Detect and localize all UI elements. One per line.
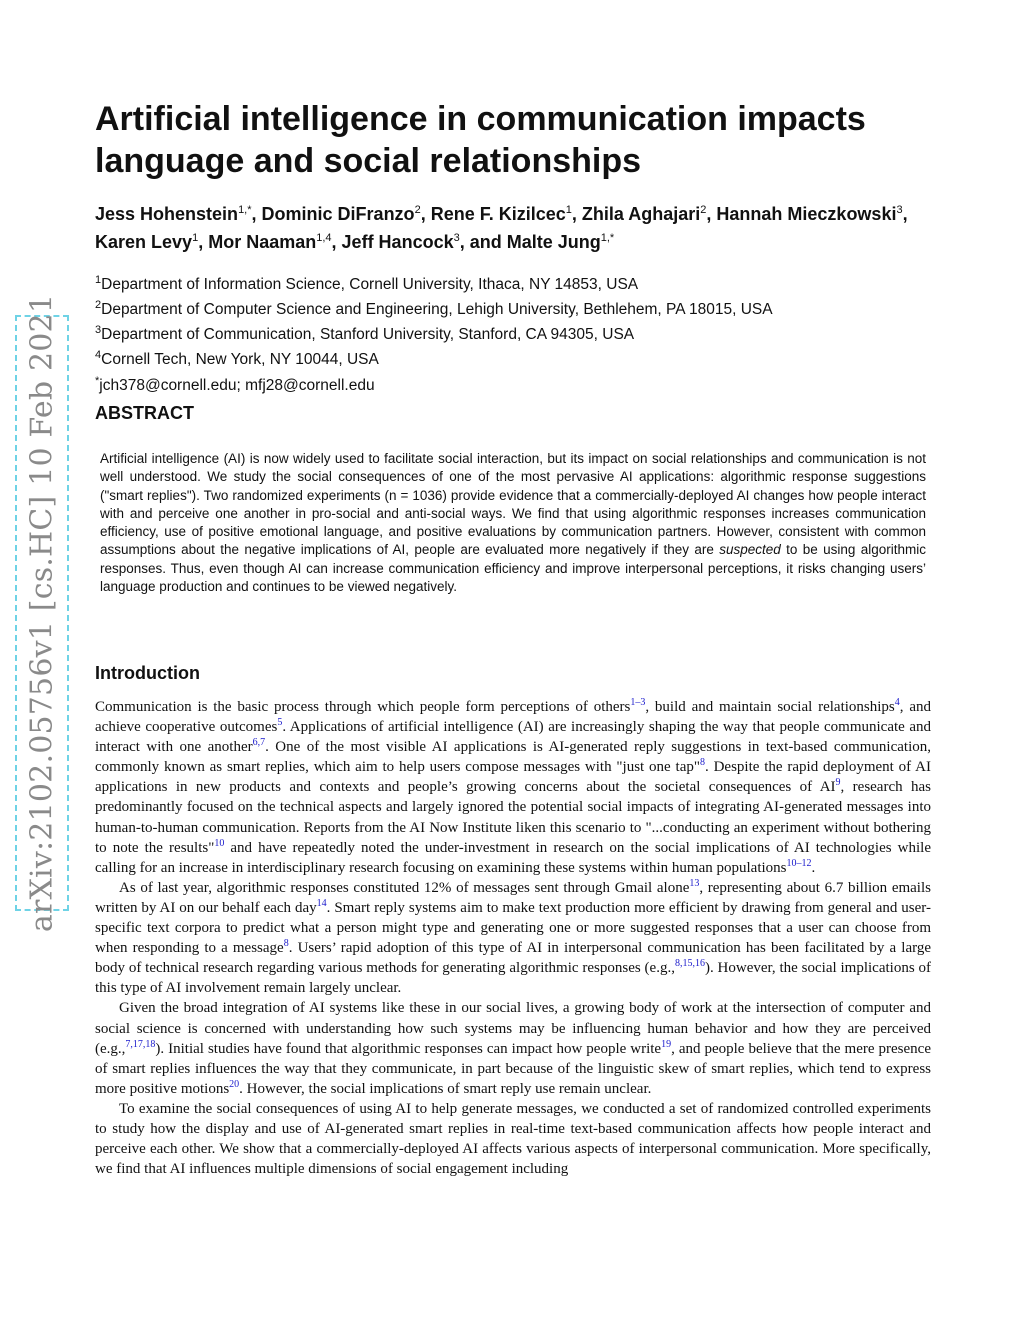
affiliation-text: Cornell Tech, New York, NY 10044, USA — [101, 351, 379, 369]
introduction-heading: Introduction — [95, 663, 200, 683]
author-affiliation-mark: 3 — [896, 204, 903, 216]
citation-link[interactable]: 10–12 — [786, 857, 812, 869]
citation-link[interactable]: 1–3 — [630, 697, 646, 708]
arxiv-stamp[interactable] — [15, 293, 69, 933]
citation-link[interactable]: 6,7 — [252, 737, 266, 749]
body-text: , research has predominantly focused on the technical aspects and largely ignored the potential social impacts of integrating AI-generated messages into human-to-human communication. Reports from the AI Now Institute liken this scenario to "...conducting an experiment without bothering to note the results" — [95, 779, 931, 856]
body-text: Given the broad integration of AI systems like these in our social lives, a growing body of work at the intersection of computer and social science is concerned with understanding how such systems may be influencing human behavior and how they are perceived (e.g., — [95, 1000, 931, 1057]
citation-link[interactable]: 19 — [661, 1038, 672, 1050]
body-text: . Applications of artificial intelligence (AI) are increasingly shaping the way that people communicate and interact with one another — [95, 719, 931, 756]
affiliation-list — [95, 270, 915, 396]
body-paragraph — [95, 697, 931, 878]
affiliation-text[interactable]: jch378@cornell.edu; mfj28@cornell.edu — [99, 376, 375, 394]
body-text: Communication is the basic process through which people form perceptions of others — [95, 699, 631, 715]
body-text: . — [811, 859, 816, 876]
citation-link[interactable]: 9 — [835, 777, 841, 789]
abstract-text-part-2: to be using algorithmic responses. Thus, even though AI can increase communication efficiency and improve interpersonal perceptions, it risks changing users’ language production and continues to be viewed negatively. — [100, 542, 926, 595]
affiliation-mark: 1 — [95, 274, 102, 286]
body-paragraph — [95, 878, 931, 999]
affiliation-line — [95, 345, 915, 370]
introduction-body — [95, 697, 931, 1179]
affiliation-text: Department of Computer Science and Engineering, Lehigh University, Bethlehem, PA 18015, USA — [101, 301, 773, 319]
citation-link[interactable]: 8 — [700, 757, 705, 769]
affiliation-text: Department of Information Science, Cornell University, Ithaca, NY 14853, USA — [101, 276, 639, 294]
body-paragraph — [95, 1099, 931, 1179]
author-affiliation-mark: 1 — [565, 204, 572, 216]
paper-title: Artificial intelligence in communication impacts language and social relationships — [95, 100, 866, 180]
affiliation-line — [95, 270, 915, 295]
citation-link[interactable]: 8 — [283, 938, 289, 950]
author-affiliation-mark: 1 — [192, 232, 199, 244]
author-name: Dominic DiFranzo — [261, 204, 415, 224]
body-text: ). Initial studies have found that algorithmic responses can impact how people write — [155, 1040, 662, 1057]
author-affiliation-mark: 2 — [414, 204, 421, 216]
body-paragraph — [95, 998, 931, 1098]
author-name: Zhila Aghajari — [581, 204, 701, 224]
body-text: ). However, the social implications of this type of AI involvement remain largely unclear. — [95, 960, 931, 997]
author-list: Jess Hohenstein$^{1,*}$, Dominic DiFranzo$^2$, Rene F. Kizilcec$^1$, Zhila Aghajari$^2$, Hannah Mieczkowski$^3$, Karen Levy$^1$, Mor Naaman$^{1,4}$, Jeff Hancock$^3$, and Malte Jung$^{1,*}$ — [95, 204, 908, 252]
body-text: , build and maintain social relationships — [645, 699, 895, 715]
body-text: As of last year, algorithmic responses constituted 12% of messages sent through Gmail alone — [119, 879, 690, 896]
author-name: Jeff Hancock — [341, 232, 454, 252]
author-name: and Malte Jung — [469, 232, 601, 252]
body-text: . However, the social implications of smart reply use remain unclear. — [239, 1080, 652, 1097]
affiliation-line — [95, 320, 915, 345]
affiliation-text: Department of Communication, Stanford University, Stanford, CA 94305, USA — [101, 326, 635, 344]
citation-link[interactable]: 20 — [229, 1078, 240, 1090]
body-text: , and people believe that the mere presence of smart replies influences the way that they communicate, in part because of the linguistic skew of smart replies, which tend to express more positive motions — [95, 1040, 931, 1097]
author-affiliation-mark: 1,* — [238, 204, 252, 216]
citation-link[interactable]: 4 — [894, 697, 900, 708]
body-text: , representing about 6.7 billion emails written by AI on our behalf each day — [95, 879, 931, 916]
citation-link[interactable]: 7,17,18 — [125, 1038, 156, 1050]
author-name: Jess Hohenstein — [95, 204, 239, 224]
abstract-text-part-1: Artificial intelligence (AI) is now widely used to facilitate social interaction, but its impact on social relationships and communication is not well understood. We study the social consequences of one of the most pervasive AI applications: algorithmic response suggestions ("smart replies"). Two randomized experiments (n = 1036) provide evidence that a commercially-deployed AI changes how people interact with and perceive one another in pro-social and anti-social ways. We find that using algorithmic responses increases communication efficiency, use of positive emotional language, and positive evaluations by communication partners. However, consistent with common assumptions about the negative implications of AI, people are evaluated more negatively if they are — [100, 451, 926, 558]
abstract-italic-word: suspected — [719, 542, 781, 558]
author-name: Mor Naaman — [208, 232, 317, 252]
author-affiliation-mark: 1,4 — [316, 232, 332, 244]
affiliation-mark: 2 — [95, 299, 102, 312]
body-text: . Smart reply systems aim to make text production more efficient by drawing from general and user-specific text corpora to predict what a person might type and generating one or more suggested responses that a user can choose from when responding to a message — [95, 899, 931, 957]
affiliation-line — [95, 295, 915, 320]
author-name: Karen Levy — [95, 232, 193, 252]
affiliation-line — [95, 371, 915, 396]
author-affiliation-mark: 3 — [453, 232, 460, 244]
author-affiliation-mark: 2 — [700, 204, 707, 216]
affiliation-mark: 3 — [95, 324, 102, 337]
body-text: and have repeatedly noted the under-investment in research on the social implications of AI technologies while calling for an increase in interdisciplinary research focusing on examining these systems within human populations — [95, 839, 931, 876]
affiliation-mark: * — [95, 374, 100, 387]
citation-link[interactable]: 13 — [689, 877, 700, 889]
author-name: Rene F. Kizilcec — [430, 204, 566, 224]
arxiv-identifier: arXiv:2102.05756v1 [cs.HC] 10 Feb 2021 — [24, 293, 60, 933]
body-text: . One of the most visible AI applications is AI-generated reply suggestions in text-based communication, commonly known as smart replies, which aim to help users compose messages with "just one tap" — [95, 739, 931, 776]
citation-link[interactable]: 14 — [316, 897, 327, 909]
abstract-text — [100, 450, 926, 596]
abstract-heading: ABSTRACT — [95, 403, 194, 423]
citation-link[interactable]: 8,15,16 — [674, 958, 705, 970]
body-text: , and achieve cooperative outcomes — [95, 699, 931, 736]
body-text: . Users’ rapid adoption of this type of AI in interpersonal communication has been facilitated by a large body of technical research regarding various methods for generating algorithmic responses (e.g., — [95, 940, 932, 977]
author-name: Hannah Mieczkowski — [716, 204, 897, 224]
affiliation-mark: 4 — [95, 349, 102, 362]
author-affiliation-mark: 1,* — [600, 232, 615, 244]
citation-link[interactable]: 10 — [214, 837, 225, 849]
body-text: To examine the social consequences of using AI to help generate messages, we conducted a set of randomized controlled experiments to study how the display and use of AI-generated smart replies in real-time text-based communication affects how people interact and perceive each other. We show that a commercially-deployed AI affects various aspects of interpersonal communication. More specifically, we find that AI influences multiple dimensions of social engagement including — [95, 1100, 931, 1178]
citation-link[interactable]: 5 — [277, 717, 283, 729]
body-text: . Despite the rapid deployment of AI applications in new products and contexts and people’s growing concerns about the societal consequences of AI — [95, 759, 932, 796]
